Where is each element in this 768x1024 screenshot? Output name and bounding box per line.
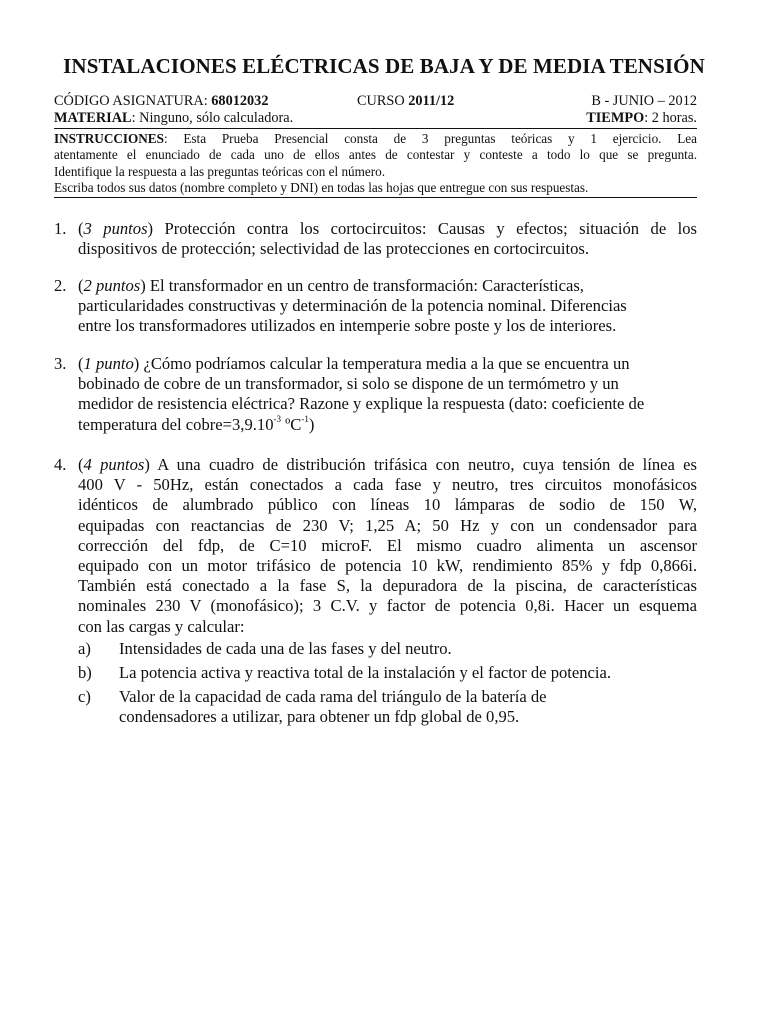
material-label: MATERIAL: [54, 110, 132, 126]
line-text: temperatura del cobre=3,9.10: [78, 414, 274, 434]
subitem-letter: b): [78, 663, 92, 683]
question-line: (2 puntos) El transformador en un centro de transformación: Características,: [78, 276, 584, 295]
line-text: ºC: [281, 414, 302, 434]
exam-session: B - JUNIO – 2012: [591, 93, 697, 109]
question-body: [78, 276, 697, 337]
instructions-line-1: [54, 131, 697, 147]
line-text: ): [308, 414, 315, 434]
exponent: -1: [301, 414, 309, 425]
course-year: [357, 93, 454, 110]
question-line: (4 puntos) A una cuadro de distribución trifásica con neutro, cuya tensión de línea es: [78, 455, 697, 474]
exam-title: INSTALACIONES ELÉCTRICAS DE BAJA Y DE MEDIA TENSIÓN: [63, 54, 705, 78]
header-top-rule: [54, 128, 697, 129]
instructions-block: [54, 131, 697, 197]
material: [54, 110, 293, 127]
instructions-line-3: Identifique la respuesta a las preguntas teóricas con el número.: [54, 163, 386, 179]
question-body: [78, 455, 697, 637]
subject-code: [54, 93, 268, 110]
points: 3 puntos: [83, 219, 148, 238]
question-line: idénticos de alumbrado público con líneas 10 lámparas de sodio de 150 W,: [78, 495, 697, 515]
instructions-line-2: atentamente el enunciado de cada uno de ellos antes de contestar y conteste a todo lo que se pregunta.: [54, 147, 697, 163]
subitem-b: [78, 663, 697, 683]
subject-code-value: 68012032: [211, 93, 269, 109]
question-line: nominales 230 V (monofásico); 3 C.V. y factor de potencia 0,8i. Hacer un esquema: [78, 596, 697, 616]
question-line: corrección del fdp, de C=10 microF. El mismo cuadro alimenta un ascensor: [78, 535, 697, 555]
line-text: ) A una cuadro de distribución trifásica con neutro, cuya tensión de línea es: [144, 455, 697, 474]
instructions-text-1: : Esta Prueba Presencial consta de 3 preguntas teóricas y 1 ejercicio. Lea: [163, 131, 697, 146]
question-line: medidor de resistencia eléctrica? Razone y explique la respuesta (dato: coeficiente de: [78, 394, 645, 414]
question-number: 1.: [54, 219, 67, 238]
points: 4 puntos: [83, 455, 145, 474]
question-2: [54, 276, 697, 337]
question-line: dispositivos de protección; selectividad de las protecciones en cortocircuitos.: [78, 239, 590, 259]
material-value: : Ninguno, sólo calculadora.: [131, 110, 294, 126]
line-text: ) ¿Cómo podríamos calcular la temperatura media a la que se encuentra un: [133, 354, 630, 373]
question-line: con las cargas y calcular:: [78, 616, 245, 636]
question-number: 3.: [54, 354, 67, 373]
question-number: 2.: [54, 276, 67, 295]
time-allowed: [586, 110, 697, 127]
course-value: 2011/12: [408, 93, 455, 109]
subitem-text: Intensidades de cada una de las fases y del neutro.: [119, 638, 452, 658]
instructions-line-4: Escriba todos sus datos (nombre completo y DNI) en todas las hojas que entregue con sus respuestas.: [54, 180, 589, 196]
header-row-2: [54, 110, 697, 127]
subitem-letter: c): [78, 687, 91, 707]
subitem-text: condensadores a utilizar, para obtener un fdp global de 0,95.: [119, 707, 520, 727]
header-bottom-rule: [54, 197, 697, 198]
subitem-a: [78, 639, 697, 659]
subject-code-label: CÓDIGO ASIGNATURA:: [54, 93, 212, 109]
question-line: [78, 415, 697, 435]
subitem-text: Valor de la capacidad de cada rama del triángulo de la batería de: [119, 687, 547, 707]
question-body: [78, 354, 697, 435]
exponent: -3: [273, 414, 281, 425]
subitem-text: La potencia activa y reactiva total de la instalación y el factor de potencia.: [119, 663, 612, 683]
points: 2 puntos: [83, 276, 141, 295]
time-value: : 2 horas.: [644, 110, 697, 126]
subitem-letter: a): [78, 638, 91, 658]
line-text: ) El transformador en un centro de transformación: Características,: [140, 276, 584, 295]
exam-header: [54, 93, 697, 127]
points: 1 punto: [83, 354, 134, 373]
subitems-list: [78, 639, 697, 728]
question-4: [54, 455, 697, 728]
question-line: (1 punto) ¿Cómo podríamos calcular la temperatura media a la que se encuentra un: [78, 354, 630, 373]
question-body: [78, 219, 697, 259]
question-number: 4.: [54, 455, 67, 474]
subitem-c: [78, 687, 697, 727]
question-line: entre los transformadores utilizados en intemperie sobre poste y los de interiores.: [78, 316, 617, 336]
question-line: equipado con un motor trifásico de potencia 10 kW, rendimiento 85% y fdp 0,866i.: [78, 556, 697, 576]
question-line: También está conectado a la fase S, la depuradora de la piscina, de características: [78, 576, 697, 596]
question-3: [54, 354, 697, 435]
question-line: (3 puntos) Protección contra los cortocircuitos: Causas y efectos; situación de los: [78, 219, 697, 238]
time-label: TIEMPO: [586, 110, 645, 126]
question-1: [54, 219, 697, 259]
question-line: equipadas con reactancias de 230 V; 1,25 A; 50 Hz y con un condensador para: [78, 515, 697, 535]
question-line: 400 V - 50Hz, están conectados a cada fase y neutro, tres circuitos monofásicos: [78, 475, 697, 495]
header-row-1: [54, 93, 697, 110]
line-text: ) Protección contra los cortocircuitos: Causas y efectos; situación de los: [147, 219, 697, 238]
question-line: bobinado de cobre de un transformador, si solo se dispone de un termómetro y un: [78, 374, 619, 394]
course-label: CURSO: [357, 93, 409, 109]
question-line: particularidades constructivas y determinación de la potencia nominal. Diferencias: [78, 296, 627, 316]
instructions-label: INSTRUCCIONES: [54, 131, 164, 146]
